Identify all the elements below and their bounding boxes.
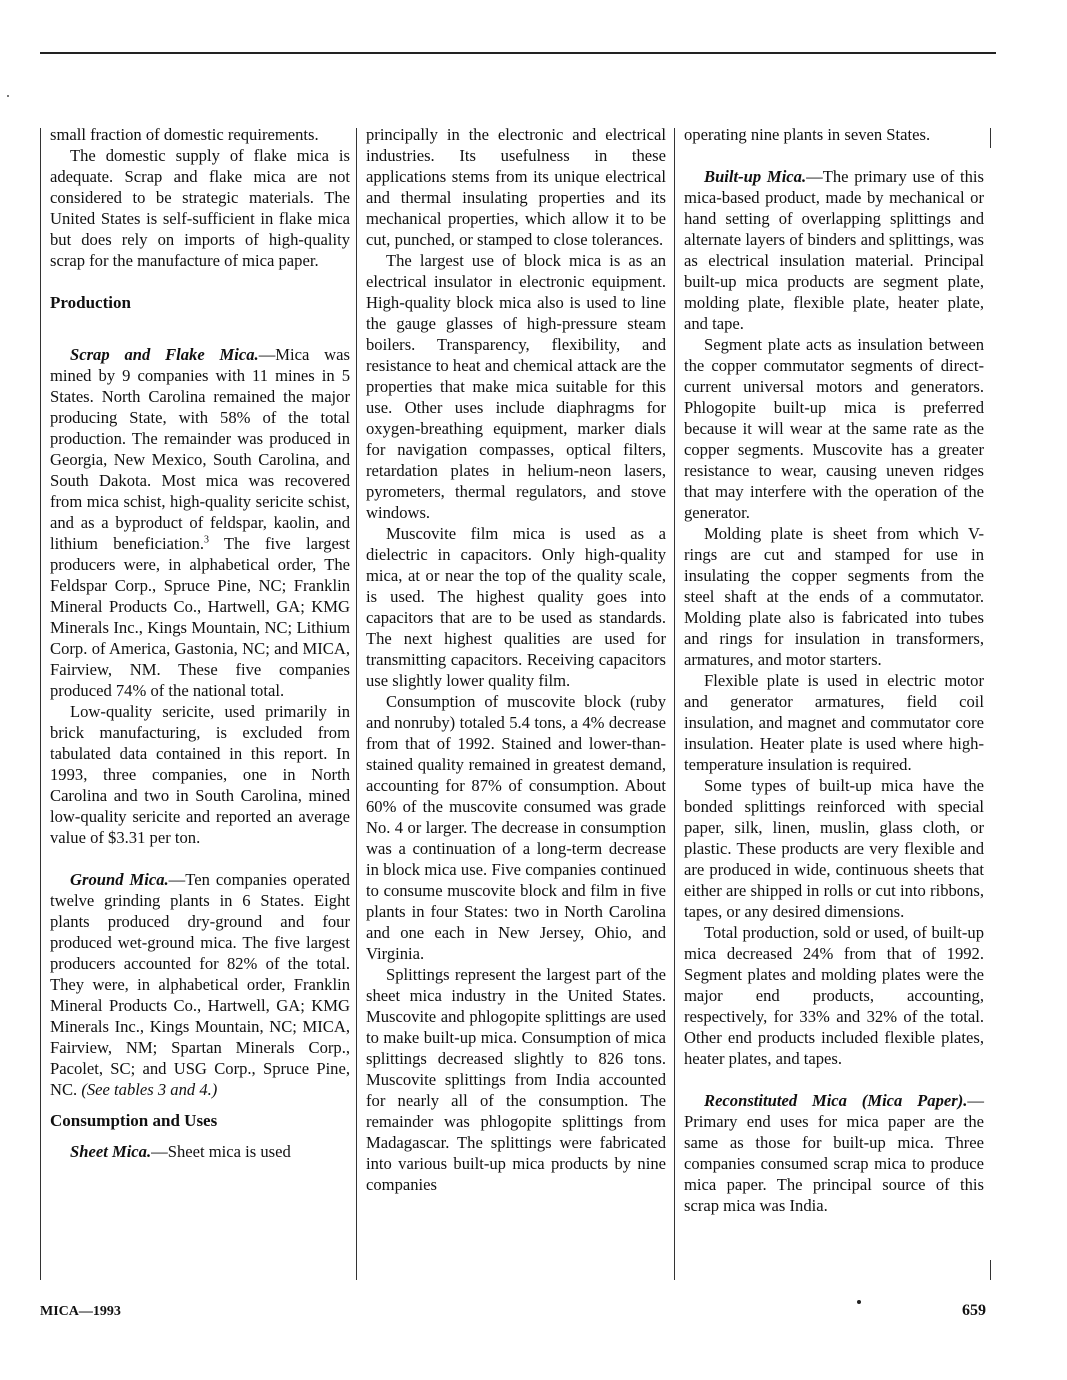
- paragraph: Molding plate is sheet from which V-rings are cut and stamped for use in insulating the copper segments from the steel shaft at the ends of a commutator. Molding plate also is fabricated into tubes and rings for insulation in transformers, armatures, and motor starters.: [684, 524, 984, 669]
- paragraph: Muscovite film mica is used as a dielectric in capacitors. Only high-quality mica, at or near the top of the quality scale, is used. The highest quality goes into capacitors that are to be used as standards. The next highest qualities are used for transmitting capacitors. Receiving capacitors use slightly lower quality film.: [366, 524, 666, 690]
- paragraph-ground-mica: [50, 869, 350, 1100]
- table-reference: (See tables 3 and 4.): [81, 1080, 218, 1099]
- paragraph: operating nine plants in seven States.: [684, 125, 931, 144]
- paragraph: principally in the electronic and electrical industries. Its usefulness in these applications stems from its unique electrical and thermal insulating properties and its mechanical properties, which allow it to be cut, punched, or stamped to close tolerances.: [366, 125, 666, 249]
- paragraph: The domestic supply of flake mica is adequate. Scrap and flake mica are not considered to be strategic materials. The United States is self-sufficient in flake mica but does rely on imports of high-quality scrap for the manufacture of mica paper.: [50, 146, 350, 270]
- paragraph-text: —Mica was mined by 9 companies with 11 mines in 5 States. North Carolina remained the major producing State, with 58% of the total production. The remainder was produced in Georgia, New Mexico, South Carolina, and South Dakota. Most mica was recovered from mica schist, high-quality sericite schist, and as a byproduct of feldspar, kaolin, and lithium beneficiation.: [50, 345, 350, 553]
- subheading-scrap-flake: Scrap and Flake Mica.: [70, 345, 259, 364]
- page-number: 659: [962, 1302, 986, 1319]
- paragraph: Flexible plate is used in electric motor and generator armatures, field coil insulation, and magnet and commutator core insulation. Heater plate is used where high-temperature insulation is required.: [684, 671, 984, 774]
- paragraph: Consumption of muscovite block (ruby and nonruby) totaled 5.4 tons, a 4% decrease from that of 1992. Stained and lower-than-stained quality remained in greatest demand, accounting for 87% of consumption. About 60% of the muscovite consumed was grade No. 4 or larger. The decrease in consumption was a continuation of a long-term decrease in block mica use. Five companies continued to consume muscovite block and film in five plants in four States: two in North Carolina and one each in New Jersey, Ohio, and Virginia.: [366, 692, 666, 963]
- running-footer: MICA—1993: [40, 1304, 121, 1319]
- subheading-reconstituted-mica: Reconstituted Mica (Mica Paper).: [704, 1091, 968, 1110]
- stray-dot: [857, 1300, 861, 1304]
- paragraph-text: —Sheet mica is used: [151, 1142, 291, 1161]
- subheading-built-up-mica: Built-up Mica.: [704, 167, 807, 186]
- paragraph: Some types of built-up mica have the bonded splittings reinforced with special paper, silk, linen, muslin, glass cloth, or plastic. These products are very flexible and are produced in wide, continuous sheets that either are shipped in rolls or cut into ribbons, tapes, or any desired dimensions.: [684, 776, 984, 921]
- column-divider-right-bottom: [990, 1260, 991, 1280]
- subheading-ground-mica: Ground Mica.: [70, 870, 169, 889]
- column-1: [50, 124, 350, 1162]
- paragraph: small fraction of domestic requirements.: [50, 125, 319, 144]
- paragraph: Total production, sold or used, of built-up mica decreased 24% from that of 1992. Segment plates and molding plates were the major end products, accounting, respectively, for 33% and 32% of the total. Other end products included flexible plates, heater plates, and tapes.: [684, 923, 984, 1068]
- column-divider-2: [674, 128, 675, 1280]
- paragraph: Segment plate acts as insulation between the copper commutator segments of direct-current universal motors and generators. Phlogopite built-up mica is preferred because it will wear at the same rate as the copper segments. Muscovite has a greater resistance to wear, causing uneven ridges that may interfere with the operation of the generator.: [684, 335, 984, 522]
- paragraph-reconstituted-mica: [684, 1090, 984, 1216]
- column-divider-1: [356, 128, 357, 1280]
- paragraph-text: — Primary end uses for mica paper are the same as those for built-up mica. Three companies consumed scrap mica to produce mica paper. The principal source of this scrap mica was India.: [684, 1091, 984, 1215]
- column-divider-left: [40, 128, 41, 1280]
- column-2: [366, 124, 666, 1195]
- scan-speck: [7, 95, 9, 97]
- footnote-ref: 3: [203, 534, 209, 546]
- column-divider-right: [990, 128, 991, 148]
- paragraph-scrap-flake: [50, 344, 350, 701]
- paragraph: The largest use of block mica is as an electrical insulator in electronic equipment. High-quality block mica also is used to line the gauge glasses of high-pressure steam boilers. Transparency, flexibility, and resistance to heat and chemical attack are the properties that make mica suitable for this use. Other uses include diaphragms for oxygen-breathing equipment, marker dials for navigation compasses, optical filters, retardation plates in helium-neon lasers, pyrometers, thermal regulators, and stove windows.: [366, 251, 666, 522]
- section-heading-consumption: Consumption and Uses: [50, 1111, 218, 1130]
- paragraph: Low-quality sericite, used primarily in brick manufacturing, is excluded from tabulated data contained in this report. In 1993, three companies, one in North Carolina and two in South Carolina, mined low-quality sericite and reported an average value of $3.31 per ton.: [50, 702, 350, 847]
- paragraph-built-up-mica: [684, 166, 984, 334]
- section-heading-production: Production: [50, 293, 131, 312]
- paragraph-text: —Ten companies operated twelve grinding plants in 6 States. Eight plants produced dry-ground and four produced wet-ground mica. The five largest producers accounted for 82% of the total. They were, in alphabetical order, Franklin Mineral Products Co., Hartwell, GA; KMG Minerals Inc., Kings Mountain, NC; MICA, Fairview, NM; Spartan Minerals Corp., Pacolet, SC; and USG Corp., Spruce Pine, NC.: [50, 870, 350, 1099]
- subheading-sheet-mica: Sheet Mica.: [70, 1142, 152, 1161]
- paragraph: Splittings represent the largest part of the sheet mica industry in the United States. Muscovite and phlogopite splittings are used to make built-up mica. Consumption of mica splittings decreased slightly to 826 tons. Muscovite splittings from India accounted for nearly all of the consumption. The remainder was phlogopite splittings from Madagascar. The splittings were fabricated into various built-up mica products by nine companies: [366, 965, 666, 1194]
- paragraph-text: The five largest producers were, in alphabetical order, The Feldspar Corp., Spruce Pine, NC; Franklin Mineral Products Co., Hartwell, GA; KMG Minerals Inc., Kings Mountain, NC; Lithium Corp. of America, Gastonia, NC; and MICA, Fairview, NM. These five companies produced 74% of the national total.: [50, 534, 350, 700]
- column-3: [684, 124, 984, 1216]
- paragraph-sheet-mica: [50, 1141, 350, 1162]
- paragraph-text: —The primary use of this mica-based product, made by mechanical or hand setting of overlapping splittings and alternate layers of binders and splittings, was as electrical insulation material. Principal built-up mica products are segment plate, molding plate, flexible plate, heater plate, and tape.: [684, 167, 984, 333]
- top-rule: [40, 52, 996, 54]
